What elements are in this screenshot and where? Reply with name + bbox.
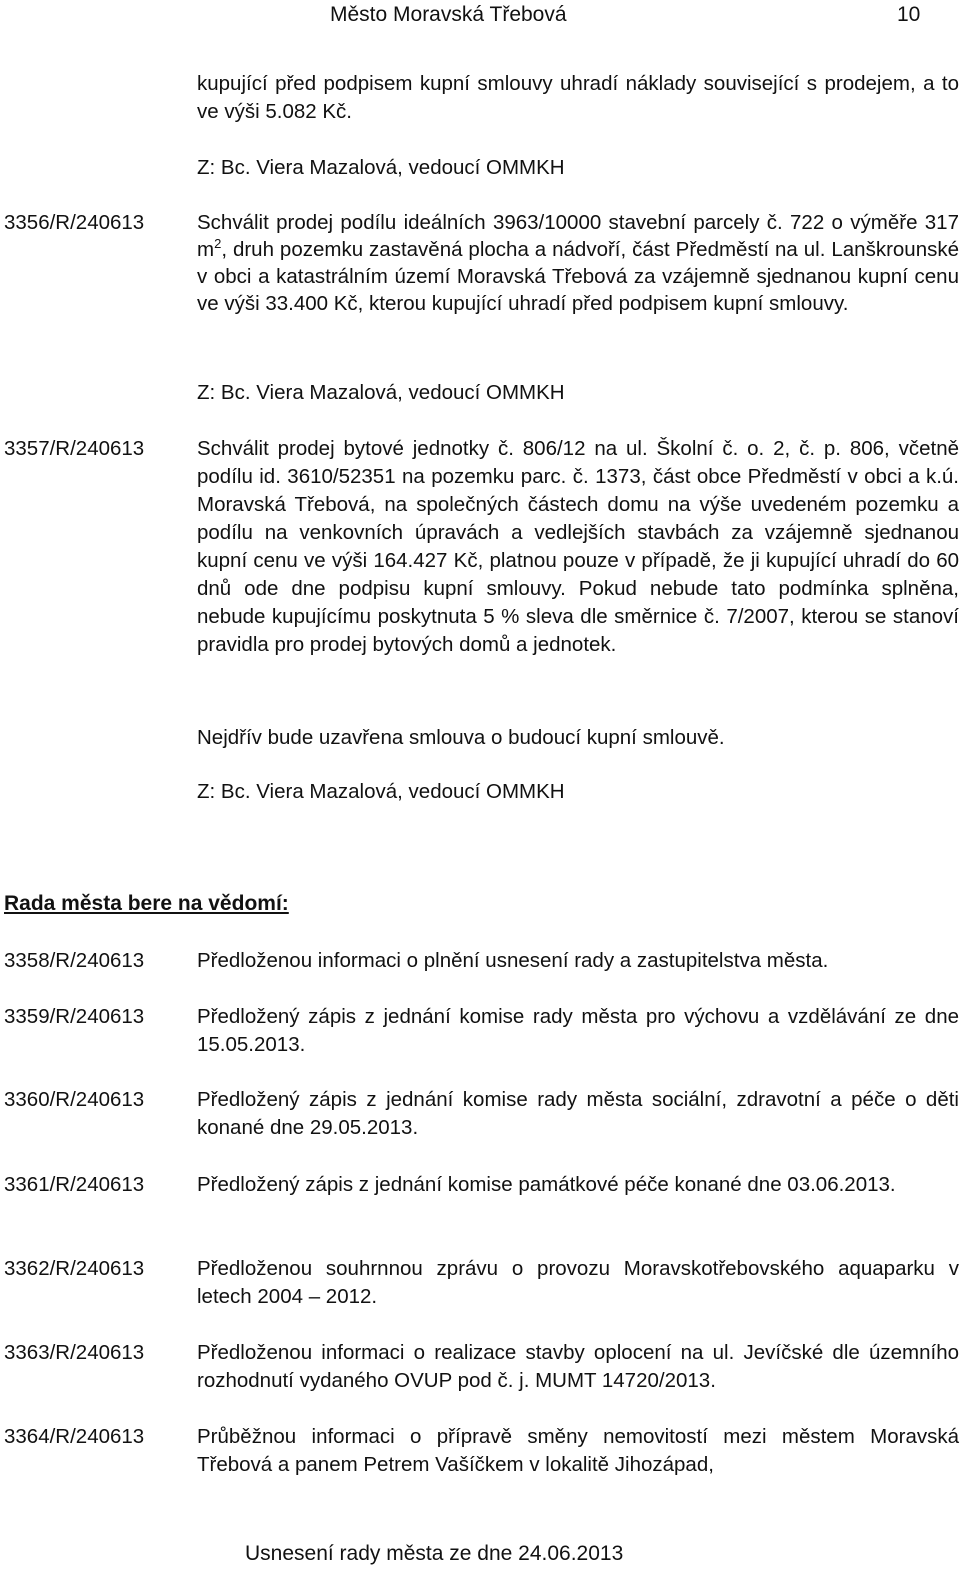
- item-number: 3361/R/240613: [4, 1173, 145, 1196]
- intro-paragraph: kupující před podpisem kupní smlouvy uhradí náklady související s prodejem, a to ve výši 5.082 Kč.: [197, 72, 959, 123]
- resolution-text-3356-a: Schválit prodej podílu ideálních 3963/10000 stavební parcely č. 722 o výměře 317 m: [197, 211, 959, 261]
- resolution-responsible-3356: Z: Bc. Viera Mazalová, vedoucí OMMKH: [197, 381, 565, 404]
- footer-text: Usnesení rady města ze dne 24.06.2013: [245, 1542, 624, 1565]
- page-number: 10: [897, 3, 921, 26]
- item-text: Předložený zápis z jednání komise rady města sociální, zdravotní a péče o děti konané dne 29.05.2013.: [197, 1088, 959, 1139]
- item-text: Předloženou informaci o realizace stavby oplocení na ul. Jevíčské dle územního rozhodnutí vydaného OVUP pod č. j. MUMT 14720/2013.: [197, 1341, 959, 1392]
- superscript-2: 2: [214, 236, 222, 252]
- header-title: Město Moravská Třebová: [330, 3, 567, 26]
- intro-responsible: Z: Bc. Viera Mazalová, vedoucí OMMKH: [197, 156, 565, 179]
- item-text: Předložený zápis z jednání komise památkové péče konané dne 03.06.2013.: [197, 1173, 896, 1196]
- item-text: Průběžnou informaci o přípravě směny nemovitostí mezi městem Moravská Třebová a panem Petrem Vašíčkem v lokalitě Jihozápad,: [197, 1425, 959, 1476]
- resolution-note-3357: Nejdřív bude uzavřena smlouva o budoucí kupní smlouvě.: [197, 726, 725, 749]
- item-number: 3359/R/240613: [4, 1005, 145, 1028]
- item-text: Předloženou informaci o plnění usnesení rady a zastupitelstva města.: [197, 949, 829, 972]
- item-number: 3362/R/240613: [4, 1257, 145, 1280]
- resolution-number-3356: 3356/R/240613: [4, 211, 145, 234]
- resolution-text-3356-b: , druh pozemku zastavěná plocha a nádvoří, část Předměstí na ul. Lanškrounské v obci a katastrálním území Moravská Třebová za vzájemně sjednanou kupní cenu ve výši 33.400 Kč, kterou kupující uhradí před podpisem kupní smlouvy.: [197, 238, 959, 315]
- item-number: 3364/R/240613: [4, 1425, 145, 1448]
- resolution-text-3356: [197, 209, 959, 317]
- resolution-text-3357: Schválit prodej bytové jednotky č. 806/12 na ul. Školní č. o. 2, č. p. 806, včetně podílu id. 3610/52351 na pozemku parc. č. 1373, část obce Předměstí v obci a k.ú. Moravská Třebová, na společných částech domu na výše uvedeném pozemku a podílu na venkovních úpravách a vedlejších stavbách za vzájemně sjednanou kupní cenu ve výši 164.427 Kč, platnou pouze v případě, že ji kupující uhradí do 60 dnů ode dne podpisu kupní smlouvy. Pokud nebude tato podmínka splněna, nebude kupujícímu poskytnuta 5 % sleva dle směrnice č. 7/2007, kterou se stanoví pravidla pro prodej bytových domů a jednotek.: [197, 437, 959, 656]
- item-number: 3358/R/240613: [4, 949, 145, 972]
- item-number: 3360/R/240613: [4, 1088, 145, 1111]
- resolution-number-3357: 3357/R/240613: [4, 437, 145, 460]
- item-text: Předloženou souhrnnou zprávu o provozu Moravskotřebovského aquaparku v letech 2004 – 2012.: [197, 1257, 959, 1308]
- section-title: Rada města bere na vědomí:: [4, 892, 289, 915]
- resolution-responsible-3357: Z: Bc. Viera Mazalová, vedoucí OMMKH: [197, 780, 565, 803]
- item-text: Předložený zápis z jednání komise rady města pro výchovu a vzdělávání ze dne 15.05.2013.: [197, 1005, 959, 1056]
- item-number: 3363/R/240613: [4, 1341, 145, 1364]
